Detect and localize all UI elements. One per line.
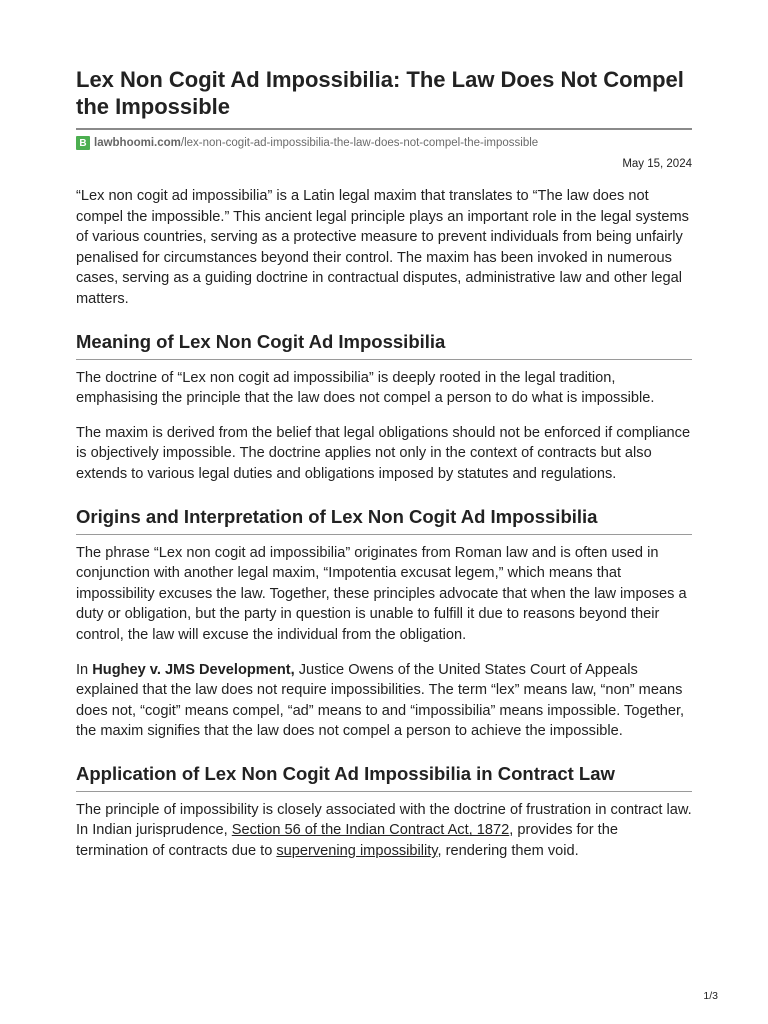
source-line	[76, 134, 692, 152]
supervening-impossibility-link[interactable]: supervening impossibility	[276, 843, 438, 860]
section-heading-origins: Origins and Interpretation of Lex Non Cogit Ad Impossibilia	[76, 505, 692, 535]
case-name: Hughey v. JMS Development,	[92, 661, 295, 678]
section-heading-contract-law: Application of Lex Non Cogit Ad Impossibilia in Contract Law	[76, 762, 692, 792]
contract-text-c: , rendering them void.	[437, 843, 579, 860]
meaning-paragraph-2: The maxim is derived from the belief that legal obligations should not be enforced if compliance is objectively impossible. The doctrine applies not only in the context of contracts but also extends to various legal duties and obligations imposed by statutes and regulations.	[76, 424, 691, 482]
source-url[interactable]	[94, 137, 538, 149]
page-title: Lex Non Cogit Ad Impossibilia: The Law Does Not Compel the Impossible	[76, 0, 692, 130]
site-favicon-icon: B	[76, 136, 90, 150]
origins-paragraph-2	[76, 660, 692, 742]
origins-paragraph-1: The phrase “Lex non cogit ad impossibilia” originates from Roman law and is often used in conjunction with another legal maxim, “Impotentia excusat legem,” which means that impossibility excuses the law. Together, these principles advocate that when the law imposes a duty or obligation, but the party in question is unable to fulfill it due to reasons beyond their control, the law will excuse the individual from the obligation.	[76, 544, 687, 643]
contract-text-a: The principle of impossibility is closely associated with the doctrine of frustration in contract law. In Indian jurisprudence,	[76, 801, 692, 839]
article	[76, 0, 692, 862]
page-number: 1/3	[703, 990, 718, 1002]
meaning-paragraph-1: The doctrine of “Lex non cogit ad impossibilia” is deeply rooted in the legal tradition, emphasising the principle that the law does not compel a person to do what is impossible.	[76, 369, 655, 407]
intro-paragraph: “Lex non cogit ad impossibilia” is a Latin legal maxim that translates to “The law does not compel the impossible.” This ancient legal principle plays an important role in the legal systems of various countries, serving as a protective measure to prevent individuals from being unfairly penalised for circumstances beyond their control. The maxim has been invoked in numerous cases, serving as a guiding doctrine in contractual disputes, administrative law and other legal matters.	[76, 188, 689, 307]
source-path[interactable]: /lex-non-cogit-ad-impossibilia-the-law-does-not-compel-the-impossible	[180, 137, 539, 149]
section-heading-meaning: Meaning of Lex Non Cogit Ad Impossibilia	[76, 330, 692, 360]
section-56-link[interactable]: Section 56 of the Indian Contract Act, 1872	[231, 822, 510, 839]
contract-text-b: , provides for the termination of contracts due to	[76, 822, 618, 860]
contract-law-paragraph	[76, 800, 692, 862]
case-text: Justice Owens of the United States Court of Appeals explained that the law does not require impossibilities. The term “lex” means law, “non” means does not, “cogit” means compel, “ad” means to and “impossibilia” means impossible. Together, the maxim signifies that the law does not compel a person to achieve the impossible.	[76, 661, 685, 740]
source-domain[interactable]: lawbhoomi.com	[94, 137, 181, 149]
case-lead: In	[76, 661, 93, 678]
publish-date: May 15, 2024	[622, 158, 692, 170]
